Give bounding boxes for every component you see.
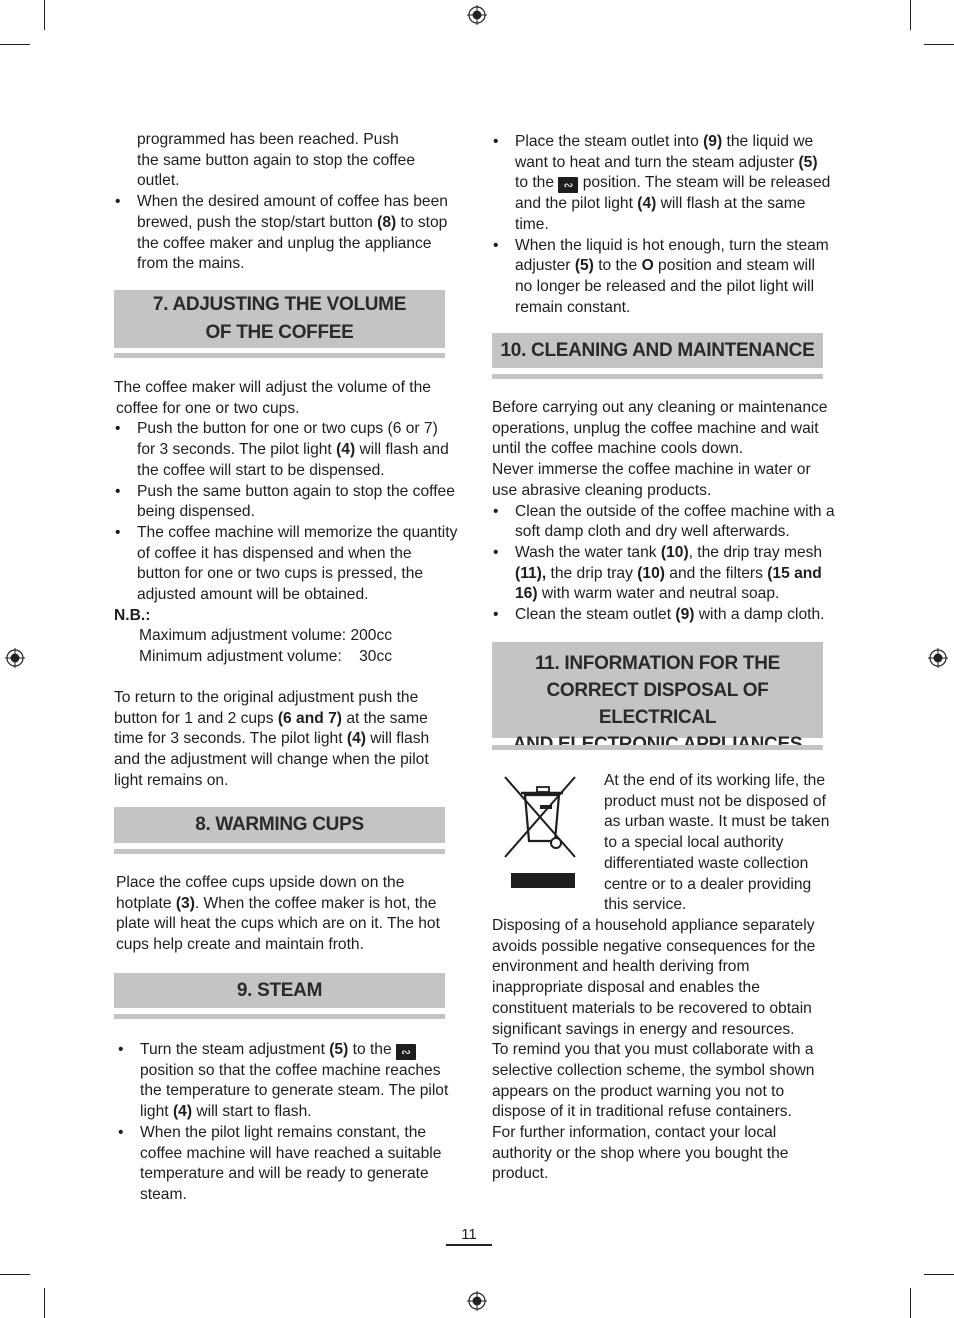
nb-label: N.B.: — [114, 606, 151, 624]
paragraph: Place the coffee cups upside down on the hotplate (3). When the coffee maker is hot, the plate will heat the cups which are on it. The hot cups help create and maintain froth. — [116, 874, 440, 954]
steam-symbol-icon: ∾ — [558, 177, 578, 193]
section-heading-10: 10. CLEANING AND MAINTENANCE — [492, 333, 823, 368]
heading-rule — [492, 374, 823, 379]
paragraph: The coffee maker will adjust the volume of the — [114, 379, 431, 396]
nb-max: Maximum adjustment volume: 200cc — [139, 627, 393, 645]
list-item: • Push the same button again to stop the coffee being dispensed. — [114, 482, 459, 523]
list-item: • Push the button for one or two cups (6 or 7) for 3 seconds. The pilot light (4) will flash and the coffee will start to be dispensed. — [114, 419, 459, 481]
crop-mark — [44, 0, 45, 30]
list-item: • When the pilot light remains constant, the coffee machine will have reached a suitable temperature and will be ready to generate steam. — [117, 1123, 457, 1206]
crop-mark — [924, 44, 954, 45]
paragraph: To return to the original adjustment push the button for 1 and 2 cups (6 and 7) at the same time for 3 seconds. The pilot light (4) will flash and the adjustment will change when the pilot light remains on. — [114, 688, 430, 789]
section-11-body — [492, 916, 837, 1185]
section-heading-9: 9. STEAM — [114, 973, 445, 1008]
crop-mark — [44, 1288, 45, 1318]
heading-rule — [114, 849, 445, 854]
paragraph: Never immerse the coffee machine in water or use abrasive cleaning products. — [492, 461, 811, 499]
list-item: • Clean the outside of the coffee machine with a soft damp cloth and dry well afterwards. — [492, 502, 837, 543]
intro-line: the same button again to stop the coffee — [137, 151, 415, 169]
list-item: • When the liquid is hot enough, turn the steam adjuster (5) to the O position and steam will no longer be released and the pilot light will remain constant. — [492, 236, 832, 319]
steam-continued — [492, 132, 832, 318]
section-heading-7: 7. ADJUSTING THE VOLUME OF THE COFFEE — [114, 290, 445, 348]
crossed-out-wheelie-bin-icon — [503, 775, 579, 891]
intro-line: programmed has been reached. Push — [137, 131, 399, 148]
section-heading-11: 11. INFORMATION FOR THE CORRECT DISPOSAL OF ELECTRICAL — [492, 642, 823, 738]
registration-mark-icon — [467, 1291, 487, 1311]
crop-mark — [910, 0, 911, 30]
section-8-body — [116, 873, 451, 956]
crop-mark — [924, 1274, 954, 1275]
crop-mark — [0, 1274, 30, 1275]
paragraph: To remind you that you must collaborate with a selective collection scheme, the symbol shown appears on the product warning you not to dispose of it in traditional refuse containers. — [492, 1041, 815, 1121]
list-item: • Turn the steam adjustment (5) to the ∾ position so that the coffee machine reaches the temperature to generate steam. The pilot light (4) will start to flash. — [117, 1040, 457, 1123]
crop-mark — [0, 44, 30, 45]
section-7-body — [114, 378, 459, 791]
section-11-side-text — [604, 771, 832, 916]
section-9-body — [117, 1040, 457, 1206]
list-item: • When the desired amount of coffee has been brewed, push the stop/start button (8) to stop the coffee maker and unplug the appliance from the mains. — [114, 192, 459, 275]
paragraph: Before carrying out any cleaning or maintenance operations, unplug the coffee machine and wait until the coffee machine cools down. — [492, 399, 828, 458]
crop-mark — [910, 1288, 911, 1318]
steam-symbol-icon: ∾ — [396, 1044, 416, 1060]
registration-mark-icon — [928, 648, 948, 668]
registration-mark-icon — [5, 648, 25, 668]
nb-min: Minimum adjustment volume: 30cc — [139, 648, 393, 666]
list-item: • Place the steam outlet into (9) the liquid we want to heat and turn the steam adjuster (5) to the ∾ position. The steam will be released and the pilot light (4) will flash at the same time. — [492, 132, 832, 236]
heading-rule — [492, 745, 823, 750]
left-intro — [114, 130, 459, 275]
heading-rule — [114, 353, 445, 358]
paragraph: coffee for one or two cups. — [116, 399, 300, 417]
paragraph: For further information, contact your local authority or the shop where you bought the product. — [492, 1124, 789, 1183]
registration-mark-icon — [467, 5, 487, 25]
list-item: • The coffee machine will memorize the quantity of coffee it has dispensed and when the button for one or two cups is pressed, the adjusted amount will be obtained. — [114, 523, 459, 606]
page-number: 11 — [446, 1226, 492, 1246]
intro-line: outlet. — [137, 172, 180, 190]
heading-rule — [114, 1014, 445, 1019]
paragraph: Disposing of a household appliance separately avoids possible negative consequences for the environment and health deriving from inappropriate disposal and enables the constituent materials to be recovered to obtain significant savings in energy and resources. — [492, 917, 816, 1038]
section-heading-8: 8. WARMING CUPS — [114, 807, 445, 843]
paragraph: At the end of its working life, the product must not be disposed of as urban waste. It must be taken to a special local authority differentiated waste collection centre or to a dealer providing this service. — [604, 772, 830, 914]
list-item: • Wash the water tank (10), the drip tray mesh (11), the drip tray (10) and the filters (15 and 16) with warm water and neutral soap. — [492, 543, 837, 605]
list-item: • Clean the steam outlet (9) with a damp cloth. — [492, 605, 837, 626]
section-10-body — [492, 398, 837, 626]
